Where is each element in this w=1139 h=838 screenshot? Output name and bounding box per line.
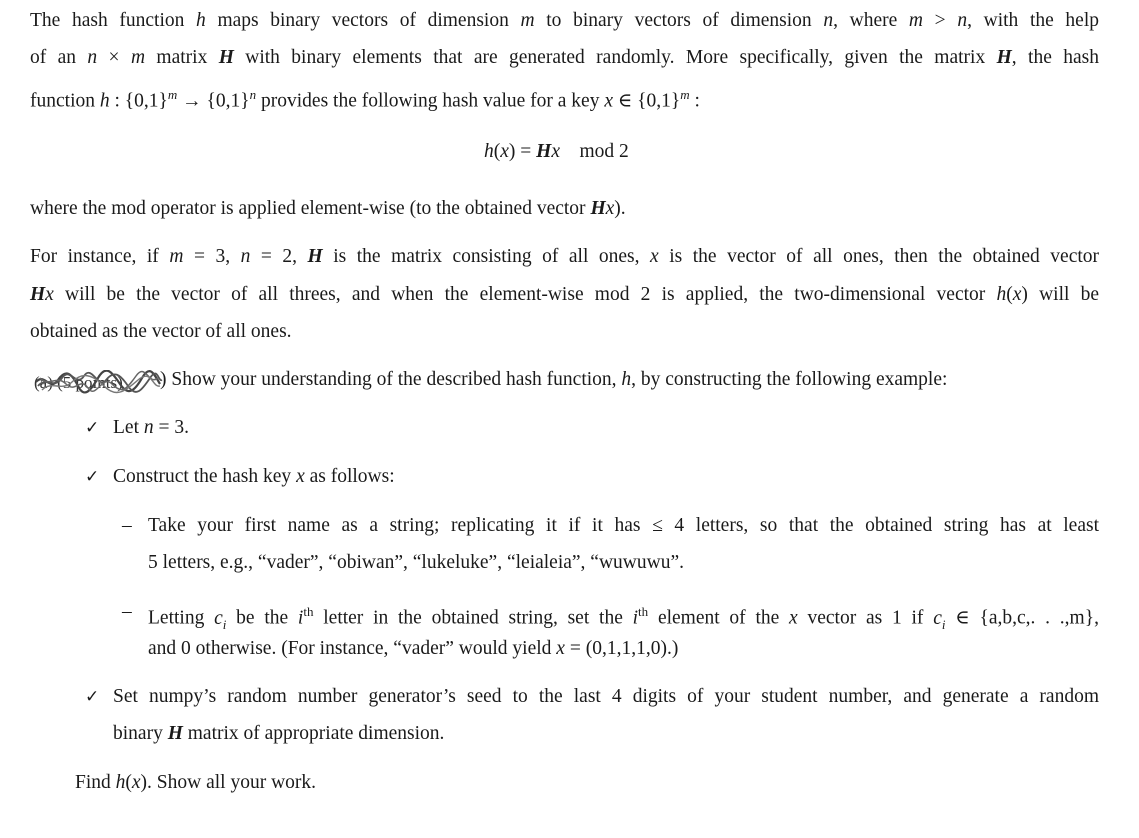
equation: h(x) = Hx mod 2 [484,141,629,162]
subitem-2-line-1: Letting $c_i$ be the $i^{th}$ letter in the obtained string, set the $i^{th}$ element of the x vector as 1 if $c_i$ ∈ {a,b,c,. . .,m}, [148,604,1099,632]
dash-icon: – [122,601,132,622]
question-label-text: (a) (5 points) [34,373,123,392]
dash-icon: – [122,515,132,536]
item-seed-line-2: binary H matrix of appropriate dimension. [113,723,445,744]
closing-instruction: Find h(x). Show all your work. [75,772,317,793]
item-let-n: Let n = 3. [113,417,189,438]
check-icon: ✓ [85,687,100,707]
paragraph-3-line-2: Hx will be the vector of all threes, and when the element-wise mod 2 is applied, the two-dimensional vector h(x) will be [30,284,1099,305]
subitem-1-line-1: Take your first name as a string; replicating it if it has ≤ 4 letters, so that the obtained string has at least [148,515,1099,536]
check-icon: ✓ [85,418,100,438]
item-construct-key: Construct the hash key x as follows: [113,466,395,487]
paragraph-3-line-1: For instance, if m = 3, n = 2, H is the matrix consisting of all ones, x is the vector of all ones, then the obtained vector [30,246,1100,267]
paragraph-3-line-3: obtained as the vector of all ones. [30,321,292,342]
paragraph-1-line-3: function h : $\{0,1\}^m \to \{0,1\}^n$ provides the following hash value for a key x ∈ $\{0,1\}^m$ : [30,87,700,112]
check-icon: ✓ [85,467,100,487]
item-seed-line-1: Set numpy’s random number generator’s seed to the last 4 digits of your student number, and generate a random [113,686,1099,707]
subitem-2-line-2: and 0 otherwise. (For instance, “vader” would yield x = (0,1,1,1,0).) [148,638,679,659]
paragraph-2: where the mod operator is applied element-wise (to the obtained vector Hx). [30,198,626,219]
paragraph-1-line-2: of an n × m matrix H with binary elements that are generated randomly. More specifically, given the matrix H, the hash [30,47,1099,68]
scribbled-question-label [32,370,164,394]
subitem-1-line-2: 5 letters, e.g., “vader”, “obiwan”, “lukeluke”, “leialeia”, “wuwuwu”. [148,552,684,573]
question-text: ) Show your understanding of the described hash function, h, by constructing the following example: [160,369,948,390]
paragraph-1-line-1: The hash function h maps binary vectors of dimension m to binary vectors of dimension n, where m > n, with the help [30,10,1100,31]
